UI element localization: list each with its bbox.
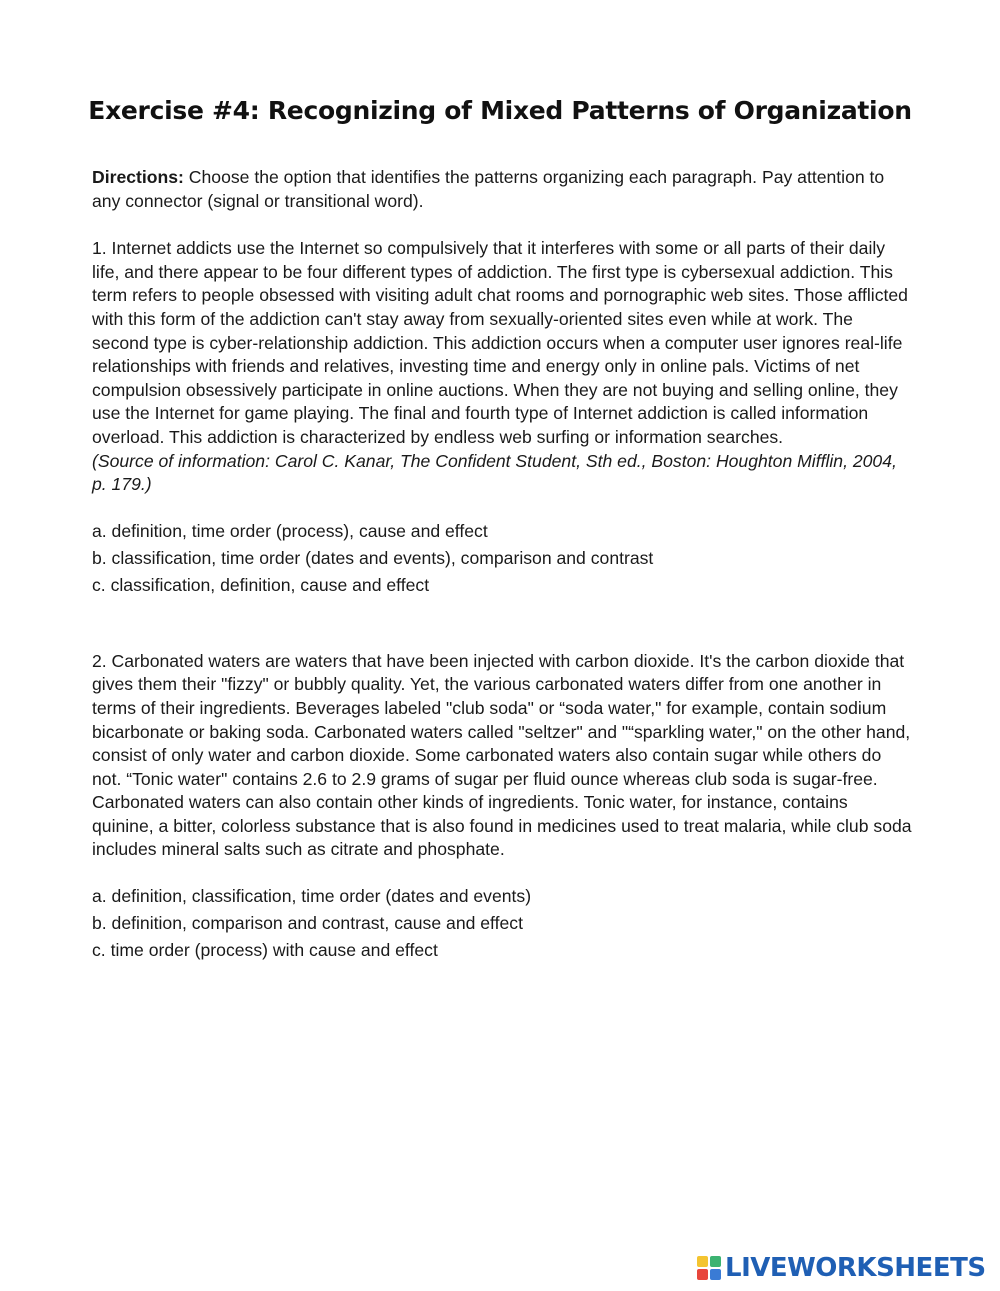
question-1-paragraph [92,237,912,497]
logo-block [697,1256,708,1267]
directions-text: Choose the option that identifies the patterns organizing each paragraph. Pay attention to any connector (signal or transitional word). [92,167,885,211]
option-1c[interactable]: c. classification, definition, cause and effect [92,574,430,595]
page-title: Exercise #4: Recognizing of Mixed Patterns of Organization [88,96,912,125]
option-1b[interactable]: b. classification, time order (dates and events), comparison and contrast [92,547,654,568]
option-1a[interactable]: a. definition, time order (process), cause and effect [92,520,488,541]
logo-block [710,1256,721,1267]
option-2a[interactable]: a. definition, classification, time order (dates and events) [92,886,532,907]
option-2b[interactable]: b. definition, comparison and contrast, cause and effect [92,913,523,934]
liveworksheets-logo [697,1253,986,1283]
question-2-paragraph [92,650,912,862]
logo-block [697,1269,708,1280]
logo-blocks-icon [697,1256,721,1280]
option-2c[interactable]: c. time order (process) with cause and effect [92,940,438,961]
directions-label: Directions: [92,167,184,187]
spacer [92,599,912,650]
question-1-text: 1. Internet addicts use the Internet so compulsively that it interferes with some or all parts of their daily life, and there appear to be four different types of addiction. The first type is cybersexual addiction. This term refers to people obsessed with visiting adult chat rooms and pornographic web sites. Those afflicted with this form of the addiction can't stay away from sexually-oriented sites even while at work. The second type is cyber-relationship addiction. This addiction occurs when a computer user ignores real-life relationships with friends and relatives, investing time and energy only in online pals. Victims of net compulsion obsessively participate in online auctions. When they are not buying and selling online, they use the Internet for game playing. The final and fourth type of Internet addiction is called information overload. This addiction is characterized by endless web surfing or information searches. [92,238,908,447]
question-1-options [92,518,912,599]
worksheet-body [92,166,912,964]
question-2-options [92,883,912,964]
question-1-source: (Source of information: Carol C. Kanar, The Confident Student, Sth ed., Boston: Houghton Mifflin, 2004, p. 179.) [92,450,897,495]
question-2-text: 2. Carbonated waters are waters that have been injected with carbon dioxide. It's the carbon dioxide that gives them their "fizzy" or bubbly quality. Yet, the various carbonated waters differ from one another in terms of their ingredients. Beverages labeled "club soda" or “soda water," for example, contain sodium bicarbonate or baking soda. Carbonated waters called "seltzer" and "“sparkling water," on the other hand, consist of only water and carbon dioxide. Some carbonated waters also contain sugar while others do not. “Tonic water" contains 2.6 to 2.9 grams of sugar per fluid ounce whereas club soda is sugar-free. Carbonated waters can also contain other kinds of ingredients. Tonic water, for instance, contains quinine, a bitter, colorless substance that is also found in medicines used to treat malaria, while club soda includes mineral salts such as citrate and phosphate. [92,650,912,860]
logo-text: LIVEWORKSHEETS [725,1253,986,1283]
directions [92,166,912,213]
logo-block [710,1269,721,1280]
